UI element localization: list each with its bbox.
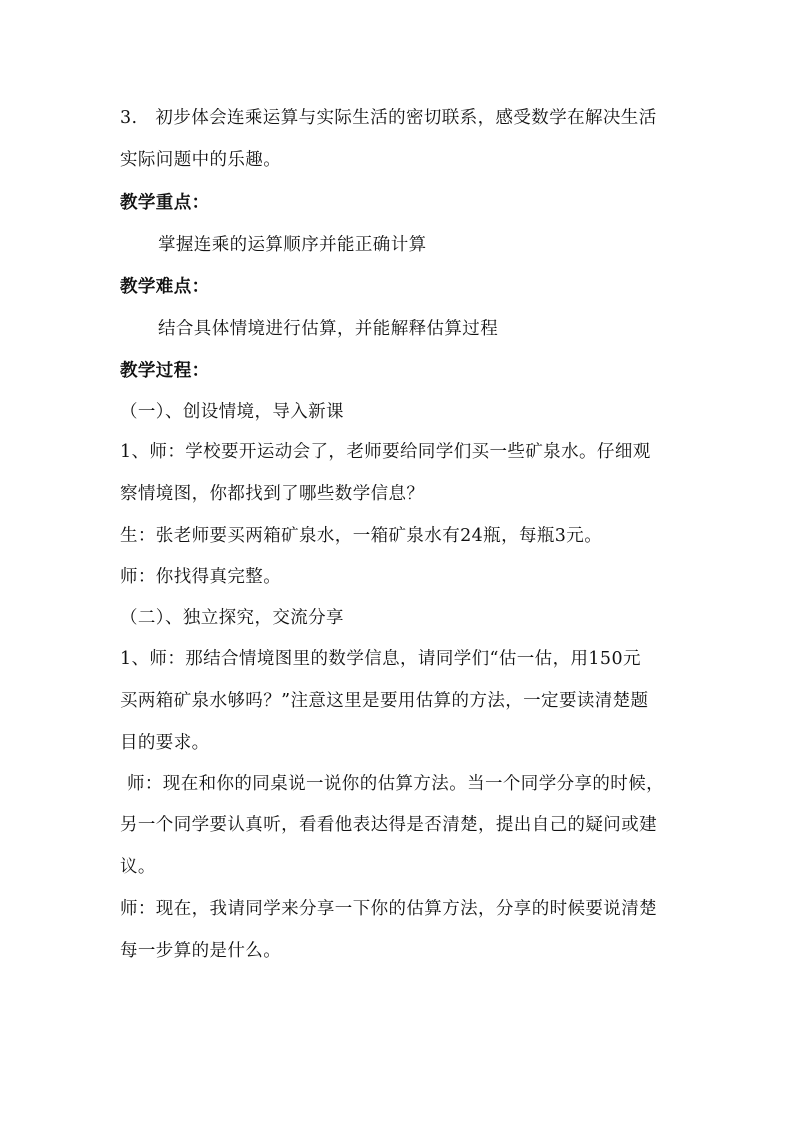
section-2-teacher-question-line-2: 买两箱矿泉水够吗？”注意这里是要用估算的方法，一定要读清楚题 [120,691,649,711]
section-2-teacher-question-line-1: 1、师：那结合情境图里的数学信息，请同学们“估一估，用150元 [120,649,641,669]
process-heading: 教学过程： [120,361,210,381]
objective-3-line-1: 3. 初步体会连乘运算与实际生活的密切联系，感受数学在解决生活 [120,108,657,128]
section-2-pair-share-line-3: 议。 [120,857,156,877]
section-1-teacher-praise: 师：你找得真完整。 [120,567,282,587]
section-1-title: （一）、创设情境，导入新课 [120,402,344,422]
key-points-text: 掌握连乘的运算顺序并能正确计算 [158,235,427,255]
key-points-heading: 教学重点： [120,193,210,213]
section-2-pair-share-line-2: 另一个同学要认真听，看看他表达得是否清楚，提出自己的疑问或建 [120,815,657,835]
section-1-teacher-question-line-2: 察情境图，你都找到了哪些数学信息？ [120,484,425,504]
section-2-title: （二）、独立探究，交流分享 [120,608,344,628]
objective-3-line-2: 实际问题中的乐趣。 [120,150,282,170]
section-2-class-share-line-1: 师：现在，我请同学来分享一下你的估算方法，分享的时候要说清楚 [120,899,657,919]
section-2-class-share-line-2: 每一步算的是什么。 [120,941,282,961]
difficulties-heading: 教学难点： [120,277,210,297]
section-2-teacher-question-line-3: 目的要求。 [120,733,210,753]
section-2-pair-share-line-1: 师：现在和你的同桌说一说你的估算方法。当一个同学分享的时候， [127,774,664,794]
difficulties-text: 结合具体情境进行估算，并能解释估算过程 [158,319,499,339]
section-1-teacher-question-line-1: 1、师：学校要开运动会了，老师要给同学们买一些矿泉水。仔细观 [120,442,651,462]
section-1-student-answer: 生：张老师要买两箱矿泉水，一箱矿泉水有24瓶，每瓶3元。 [120,526,603,546]
